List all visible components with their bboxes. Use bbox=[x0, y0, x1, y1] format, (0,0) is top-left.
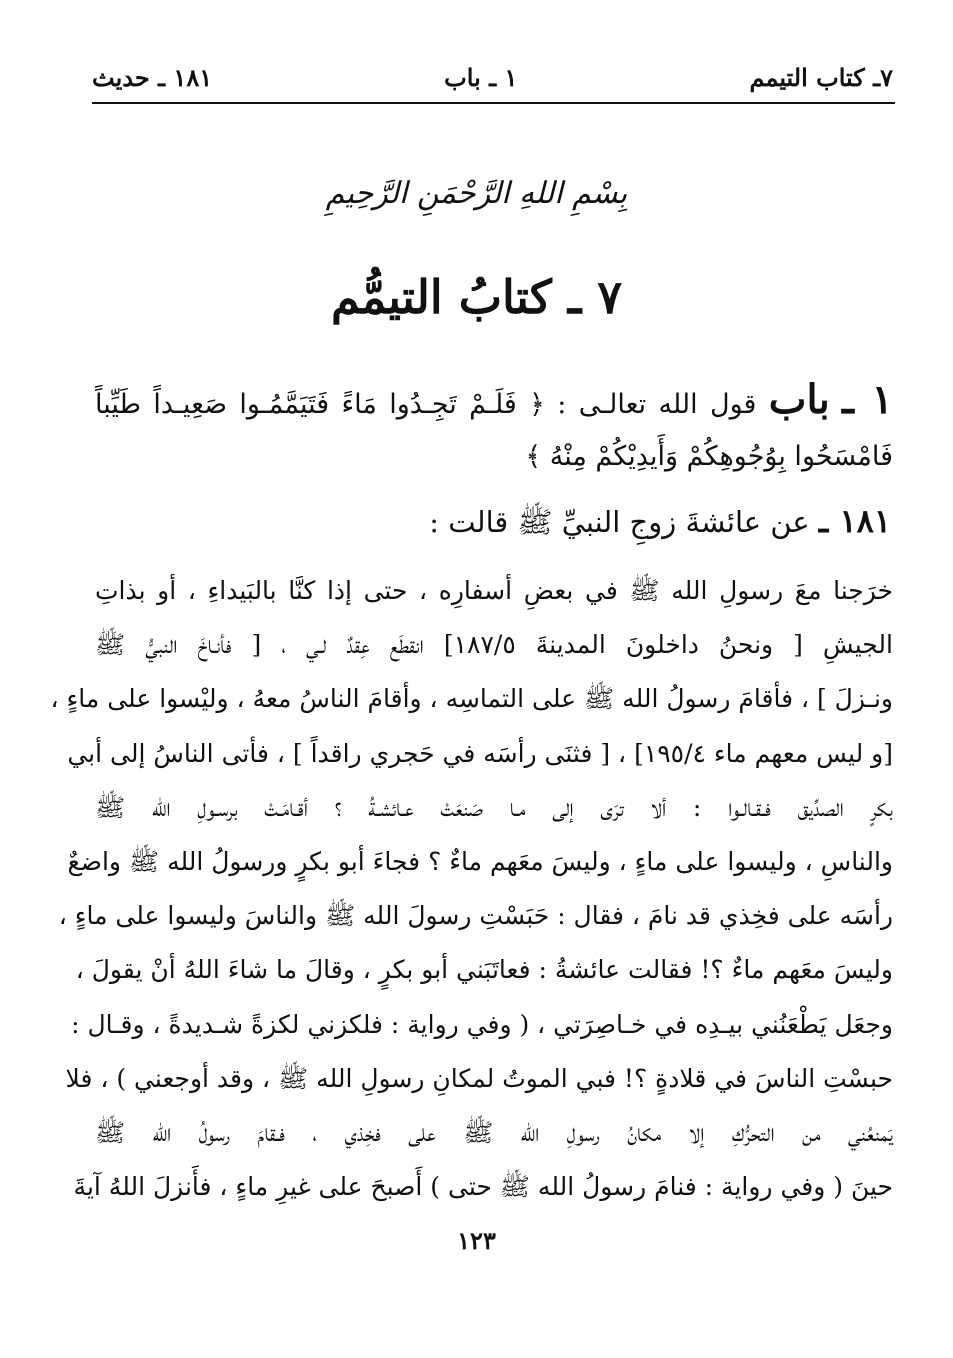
body-line: وليسَ معَهم ماءٌ ؟! فقالت عائشةُ : فعاتَبَني أبو بكرٍ ، وقالَ ما شاءَ اللهُ أنْ يقولَ ، bbox=[75, 955, 893, 985]
basmala: بِسْمِ اللهِ الرَّحْمَنِ الرَّحِيمِ bbox=[325, 176, 628, 211]
body-line: حبسْتِ الناسَ في قلادةٍ ؟! فبي الموتُ لمكانِ رسولِ الله ﷺ ، وقد أوجعني ) ، فلا bbox=[65, 1063, 893, 1093]
header-chapter: ١ ـ باب bbox=[444, 62, 518, 92]
body-line: [و ليس معهم ماء ١٩٥/٤] ، [ فثنَى رأسَه في حَجري راقداً ] ، فأتى الناسُ إلى أبي bbox=[67, 738, 893, 768]
book-title: ٧ ـ كتابُ التيمُّم bbox=[330, 270, 623, 324]
chapter-heading bbox=[95, 374, 893, 483]
page-number: ١٢٣ bbox=[457, 1226, 496, 1255]
hadith-intro: عن عائشةَ زوجِ النبيِّ ﷺ قالت : bbox=[429, 505, 810, 539]
body-line: حينَ ( وفي رواية : فنامَ رسولُ الله ﷺ حتى ) أَصبحَ على غيرِ ماءٍ ، فأَنزلَ اللهُ آيةَ bbox=[73, 1172, 893, 1202]
running-header bbox=[92, 56, 893, 98]
body-line: بكرٍ الصدِّيق فـقـالـوا : ألا ترَى إلى مـا صَنعَتْ عـائشـةُ ؟ أقـامَـتْ برسـولِ الله ﷺ bbox=[95, 792, 893, 822]
hadith-number: ١٨١ ـ bbox=[818, 502, 891, 540]
hadith-body bbox=[50, 564, 893, 1214]
header-hadith: ١٨١ ـ حديث bbox=[92, 62, 213, 92]
chapter-number: ١ ـ bbox=[842, 376, 893, 423]
body-line: يَمنعُني من التحرُّكِ إلا مكانُ رسولِ الله ﷺ على فخِذي ، فـقامَ رسولُ الله ﷺ bbox=[95, 1118, 893, 1148]
chapter-word: باب bbox=[768, 376, 830, 423]
body-line: الجيشِ [ ونحنُ داخلونَ المدينةَ ١٨٧/٥] انقطَع عِقدٌ لـي ، [ فأنـاخَ النبيُّ ﷺ bbox=[95, 630, 893, 660]
header-rule bbox=[92, 102, 895, 104]
body-line: وجعَل يَطْعَنُني بيـدِه في خـاصِرَتي ، ( وفي رواية : فلكزني لكزةً شـديدةً ، وقـال : bbox=[71, 1009, 893, 1039]
body-line: ونـزلَ ] ، فأقامَ رسولُ الله ﷺ على التماسِه ، وأقامَ الناسُ معهُ ، وليْسوا على ماءٍ ، bbox=[50, 684, 893, 714]
body-line: خرَجنا معَ رسولِ الله ﷺ في بعضِ أسفارِه ، حتى إذا كنَّا بالبَيداءِ ، أو بذاتِ bbox=[95, 576, 893, 605]
chapter-text: قول الله تعالـى : ﴿ فَلَـمْ تَجِـدُوا مَاءً فَتَيَمَّمُـوا صَعِيـداً طَيِّباً فَامْسَحُوا بِوُجُوهِكُمْ وَأَيدِيْكُمْ مِنْهُ ﴾ bbox=[95, 389, 893, 472]
hadith-heading bbox=[95, 502, 891, 547]
body-line: رأسَه على فخِذي قد نامَ ، فقال : حَبَسْتِ رسولَ الله ﷺ والناسَ وليسوا على ماءٍ ، bbox=[58, 901, 893, 931]
header-book: ٧ـ كتاب التيمم bbox=[749, 62, 893, 92]
body-line: والناسِ ، وليسوا على ماءٍ ، وليسَ معَهم ماءٌ ؟ فجاءَ أبو بكرٍ ورسولُ الله ﷺ واضعٌ bbox=[67, 847, 893, 877]
